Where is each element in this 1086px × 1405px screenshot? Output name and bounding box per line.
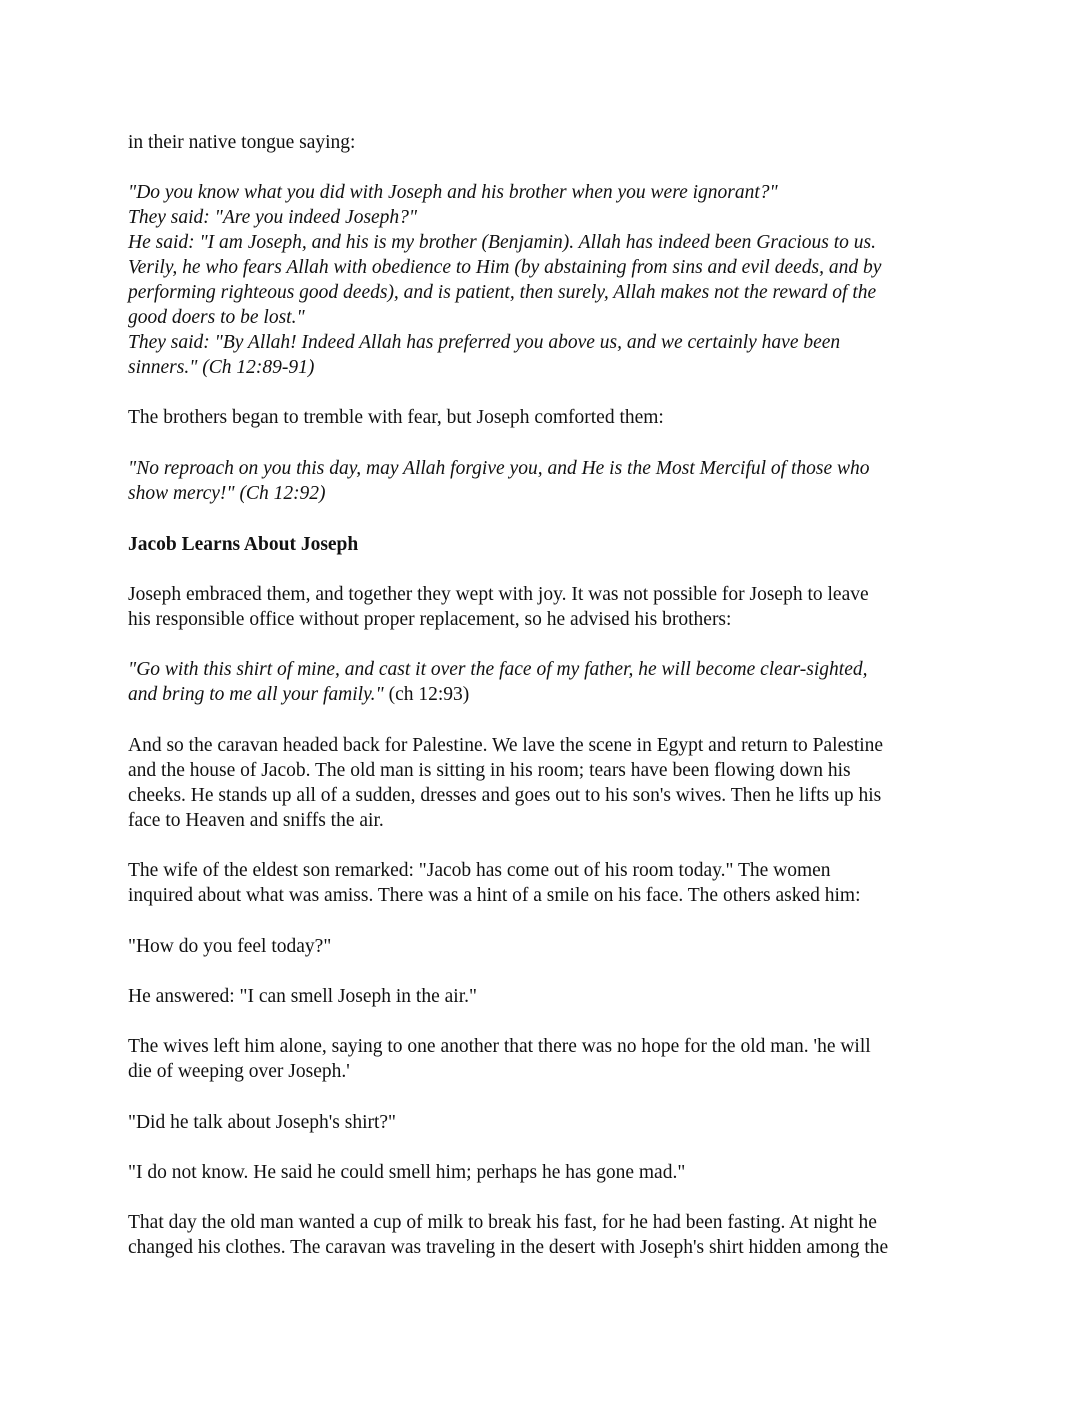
quote-reference: (ch 12:93): [383, 684, 470, 705]
quote-line: Verily, he who fears Allah with obedience to Him (by abstaining from sins and evil deeds, and by: [128, 257, 882, 278]
quote-line: [128, 682, 469, 707]
paragraph-line: inquired about what was amiss. There was a hint of a smile on his face. The others asked him:: [128, 885, 861, 906]
quote-line: He said: "I am Joseph, and his is my brother (Benjamin). Allah has indeed been Gracious to us.: [128, 232, 877, 253]
paragraph-line: changed his clothes. The caravan was traveling in the desert with Joseph's shirt hidden among the: [128, 1237, 889, 1258]
paragraph-answer: He answered: "I can smell Joseph in the air.": [128, 986, 477, 1007]
quote-line: show mercy!" (Ch 12:92): [128, 483, 326, 504]
quote-line: "Go with this shirt of mine, and cast it over the face of my father, he will become clear-sighted,: [128, 659, 868, 680]
quote-text: and bring to me all your family.": [128, 684, 384, 705]
paragraph-line: face to Heaven and sniffs the air.: [128, 810, 384, 831]
paragraph-line: The wives left him alone, saying to one another that there was no hope for the old man. 'he will: [128, 1036, 871, 1057]
quote-line: sinners." (Ch 12:89-91): [128, 357, 315, 378]
intro-text: in their native tongue saying:: [128, 132, 356, 153]
paragraph-line: die of weeping over Joseph.': [128, 1061, 350, 1082]
quote-line: "No reproach on you this day, may Allah forgive you, and He is the Most Merciful of those who: [128, 458, 870, 479]
paragraph-line: And so the caravan headed back for Palestine. We lave the scene in Egypt and return to Palestine: [128, 735, 884, 756]
paragraph-line: The wife of the eldest son remarked: "Jacob has come out of his room today." The women: [128, 860, 831, 881]
paragraph-line: his responsible office without proper replacement, so he advised his brothers:: [128, 609, 732, 630]
paragraph-mad: "I do not know. He said he could smell him; perhaps he has gone mad.": [128, 1162, 686, 1183]
quote-line: performing righteous good deeds), and is patient, then surely, Allah makes not the reward of the: [128, 282, 877, 303]
quote-line: They said: "By Allah! Indeed Allah has preferred you above us, and we certainly have been: [128, 332, 841, 353]
paragraph-line: Joseph embraced them, and together they wept with joy. It was not possible for Joseph to leave: [128, 584, 869, 605]
paragraph-line: cheeks. He stands up all of a sudden, dresses and goes out to his son's wives. Then he lifts up his: [128, 785, 882, 806]
quote-line: "Do you know what you did with Joseph and his brother when you were ignorant?": [128, 182, 778, 203]
paragraph-shirt: "Did he talk about Joseph's shirt?": [128, 1112, 397, 1133]
paragraph-line: That day the old man wanted a cup of milk to break his fast, for he had been fasting. At night he: [128, 1212, 877, 1233]
paragraph-feel: "How do you feel today?": [128, 936, 332, 957]
quote-line: They said: "Are you indeed Joseph?": [128, 207, 418, 228]
section-heading: Jacob Learns About Joseph: [128, 534, 359, 555]
paragraph-line: and the house of Jacob. The old man is sitting in his room; tears have been flowing down his: [128, 760, 851, 781]
quote-line: good doers to be lost.": [128, 307, 305, 328]
paragraph-tremble: The brothers began to tremble with fear, but Joseph comforted them:: [128, 407, 664, 428]
